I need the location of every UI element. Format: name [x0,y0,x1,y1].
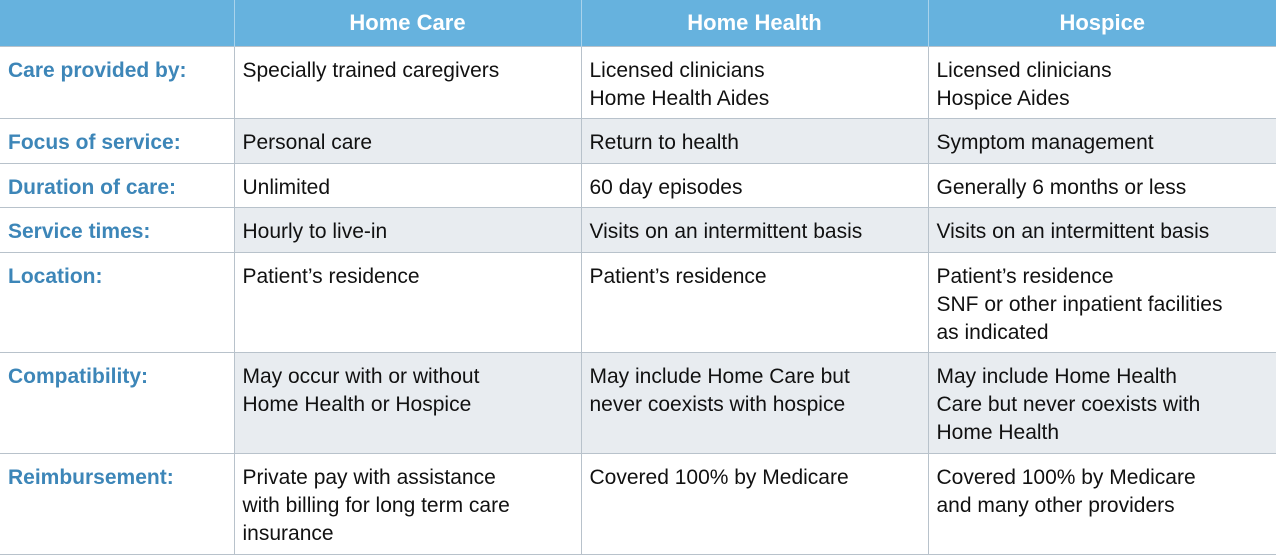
cell-hospice: Licensed clinicians Hospice Aides [928,47,1276,119]
cell-home-health: Visits on an intermittent basis [581,208,928,253]
row-location [0,253,1276,353]
row-reimbursement [0,454,1276,555]
row-care-provided-by [0,47,1276,119]
header-row [0,0,1276,47]
row-label: Compatibility: [0,353,234,454]
row-label: Care provided by: [0,47,234,119]
row-label: Location: [0,253,234,353]
cell-home-health: Patient’s residence [581,253,928,353]
table-body [0,47,1276,555]
cell-home-care: Unlimited [234,164,581,208]
cell-home-health: Return to health [581,119,928,164]
row-label: Service times: [0,208,234,253]
cell-hospice: May include Home Health Care but never coexists with Home Health [928,353,1276,454]
cell-hospice: Visits on an intermittent basis [928,208,1276,253]
row-compatibility [0,353,1276,454]
row-label: Reimbursement: [0,454,234,555]
row-label: Duration of care: [0,164,234,208]
cell-hospice: Patient’s residence SNF or other inpatient facilities as indicated [928,253,1276,353]
cell-home-health: 60 day episodes [581,164,928,208]
row-duration-of-care [0,164,1276,208]
cell-home-health: May include Home Care but never coexists with hospice [581,353,928,454]
cell-home-care: Hourly to live-in [234,208,581,253]
cell-home-health: Covered 100% by Medicare [581,454,928,555]
cell-home-care: May occur with or without Home Health or Hospice [234,353,581,454]
cell-home-health: Licensed clinicians Home Health Aides [581,47,928,119]
row-label: Focus of service: [0,119,234,164]
table-header [0,0,1276,47]
cell-home-care: Private pay with assistance with billing for long term care insurance [234,454,581,555]
cell-home-care: Patient’s residence [234,253,581,353]
cell-hospice: Covered 100% by Medicare and many other providers [928,454,1276,555]
cell-home-care: Personal care [234,119,581,164]
header-home-health: Home Health [581,0,928,47]
cell-home-care: Specially trained caregivers [234,47,581,119]
cell-hospice: Generally 6 months or less [928,164,1276,208]
header-corner [0,0,234,47]
header-home-care: Home Care [234,0,581,47]
row-service-times [0,208,1276,253]
cell-hospice: Symptom management [928,119,1276,164]
row-focus-of-service [0,119,1276,164]
header-hospice: Hospice [928,0,1276,47]
